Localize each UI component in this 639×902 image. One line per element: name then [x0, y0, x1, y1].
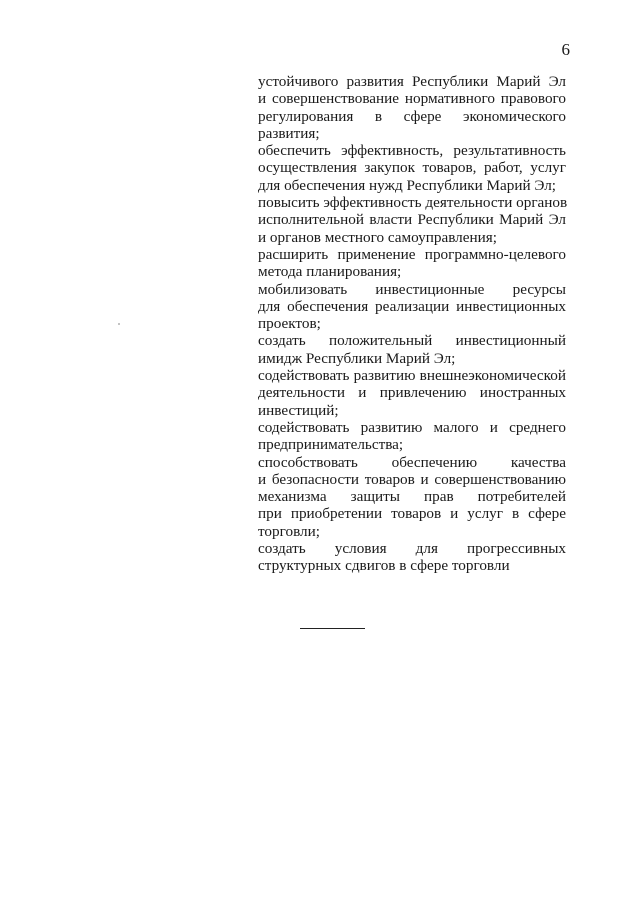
text-line: метода планирования;	[258, 263, 402, 281]
paragraph-1	[258, 73, 566, 142]
paragraph-10	[258, 540, 566, 575]
text-line: создать положительный инвестиционный	[258, 332, 566, 350]
paragraph-5	[258, 281, 566, 333]
paragraph-6	[258, 332, 566, 367]
text-line: имидж Республики Марий Эл;	[258, 349, 456, 367]
text-line: содействовать развитию малого и среднего	[258, 418, 566, 436]
text-line: регулирования в сфере экономического	[258, 107, 566, 125]
text-line: торговли;	[258, 522, 320, 540]
text-line: повысить эффективность деятельности органов	[258, 194, 568, 212]
text-line: исполнительной власти Республики Марий Эл	[258, 211, 566, 229]
paragraph-4	[258, 246, 566, 281]
paragraph-2	[258, 142, 566, 194]
text-line: и органов местного самоуправления;	[258, 228, 497, 246]
text-line: предпринимательства;	[258, 436, 404, 454]
scan-speck	[118, 323, 120, 325]
text-line: деятельности и привлечению иностранных	[258, 384, 566, 402]
text-line: мобилизовать инвестиционные ресурсы	[258, 280, 566, 298]
text-line: способствовать обеспечению качества	[258, 453, 566, 471]
paragraph-8	[258, 419, 566, 454]
text-line: осуществления закупок товаров, работ, услуг	[258, 159, 566, 177]
paragraph-7	[258, 367, 566, 419]
text-line: для обеспечения реализации инвестиционных	[258, 297, 566, 315]
text-line: содействовать развитию внешнеэкономической	[258, 367, 566, 385]
text-line: устойчивого развития Республики Марий Эл	[258, 73, 566, 90]
paragraph-9	[258, 454, 566, 540]
text-line: обеспечить эффективность, результативность	[258, 142, 566, 160]
page-number: 6	[561, 40, 570, 59]
end-separator-line	[300, 628, 365, 629]
text-line: расширить применение программно-целевого	[258, 245, 566, 263]
text-line: создать условия для прогрессивных	[258, 540, 566, 558]
text-line: развития;	[258, 124, 320, 142]
text-line: для обеспечения нужд Республики Марий Эл;	[258, 176, 557, 194]
text-line: при приобретении товаров и услуг в сфере	[258, 505, 566, 523]
paragraph-3	[258, 194, 566, 246]
text-line: и совершенствование нормативного правового	[258, 90, 566, 108]
text-line: инвестиций;	[258, 401, 339, 419]
text-line: и безопасности товаров и совершенствованию	[258, 470, 566, 488]
text-line: механизма защиты прав потребителей	[258, 488, 566, 506]
text-line: проектов;	[258, 315, 321, 333]
document-body	[258, 73, 566, 575]
text-line: структурных сдвигов в сфере торговли	[258, 557, 510, 575]
